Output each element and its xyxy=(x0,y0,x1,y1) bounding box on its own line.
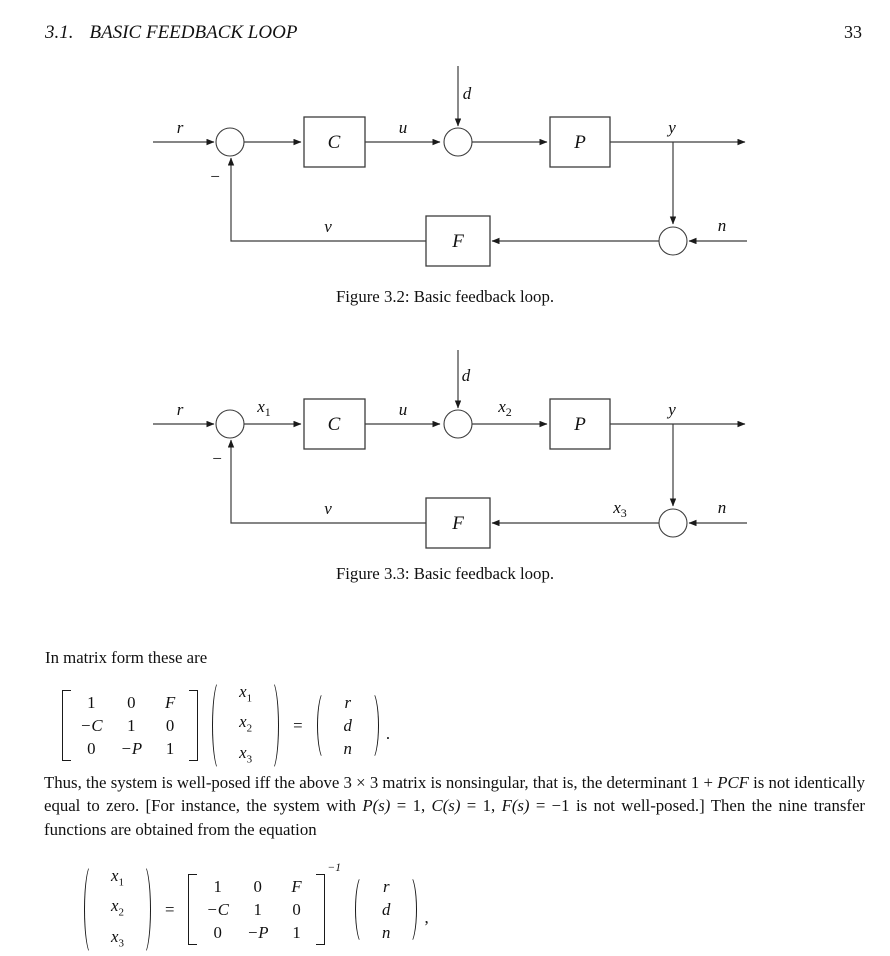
label-x3: $x_3$ xyxy=(613,498,627,520)
vector-entry: d xyxy=(343,716,352,736)
vector-entry: x xyxy=(239,712,247,732)
matrix-cell: 1 xyxy=(87,693,96,713)
label-y: y xyxy=(668,118,676,137)
matrix-cell: 0 xyxy=(165,716,175,736)
page-number: 33 xyxy=(844,22,862,42)
matrix-cell: F xyxy=(164,693,176,713)
vector-entry: r xyxy=(382,877,390,897)
state-vector: $x_1$ $x_2$ $x_3$ xyxy=(84,864,151,955)
matrix-cell: F xyxy=(291,877,302,897)
minus-sign: − xyxy=(209,167,221,186)
vector-entry: r xyxy=(344,693,351,713)
running-head xyxy=(45,22,297,44)
right-paren xyxy=(136,864,151,955)
matrix-cell: 1 xyxy=(253,900,262,920)
summing-junction-3 xyxy=(659,509,687,537)
input-vector xyxy=(317,691,379,760)
block-C-label: C xyxy=(327,132,341,153)
matrix-cells xyxy=(197,874,315,945)
minus-sign: − xyxy=(211,449,223,468)
label-d: d xyxy=(462,84,472,103)
left-paren xyxy=(317,691,332,760)
vector-entry: n xyxy=(343,739,352,759)
label-x2: $x_2$ xyxy=(498,397,512,419)
label-r: r xyxy=(176,118,184,137)
figure-3-2-caption: Figure 3.2: Basic feedback loop. xyxy=(335,287,555,306)
equals-sign: = xyxy=(293,715,303,735)
state-vector: $x_1$ $x_2$ $x_3$ xyxy=(212,680,279,771)
matrix-cell: 1 xyxy=(165,739,175,759)
matrix-cell: 0 xyxy=(127,693,136,713)
matrix-cell: −C xyxy=(206,900,229,920)
summing-junction-2 xyxy=(444,410,472,438)
matrix-cell: 0 xyxy=(87,739,96,759)
equals-sign: = xyxy=(164,899,175,919)
label-u: u xyxy=(398,400,408,419)
right-paren xyxy=(264,680,279,771)
figure-3-3-caption: Figure 3.3: Basic feedback loop. xyxy=(335,564,555,583)
label-y: y xyxy=(668,400,676,419)
comma: , xyxy=(424,907,429,927)
vector-entry: n xyxy=(382,923,391,943)
inverse-exponent: −1 xyxy=(327,862,342,874)
label-u: u xyxy=(398,118,408,137)
left-paren xyxy=(355,875,370,944)
matrix-cell: 0 xyxy=(292,900,301,920)
signal-lines xyxy=(153,350,747,523)
page-header xyxy=(45,22,862,44)
summing-junction-3 xyxy=(659,227,687,255)
equation-matrix-form xyxy=(62,680,390,771)
block-P-label: P xyxy=(574,132,586,153)
matrix-cell: −P xyxy=(120,739,143,759)
coefficient-matrix xyxy=(62,690,198,761)
label-v: v xyxy=(324,217,332,236)
block-C-label: C xyxy=(327,414,341,435)
vector-entry: x xyxy=(239,742,247,762)
section-number: 3.1. xyxy=(45,22,74,43)
summing-junction-1 xyxy=(216,128,244,156)
matrix-cell: 1 xyxy=(292,923,301,943)
text-run: = 1, xyxy=(460,796,502,816)
left-paren xyxy=(84,864,99,955)
vector-entry: x xyxy=(111,896,119,916)
label-n: n xyxy=(717,498,727,517)
matrix-cell: −P xyxy=(246,923,269,943)
coefficient-matrix xyxy=(188,874,324,945)
vector-entry: x xyxy=(111,926,119,946)
label-n: n xyxy=(717,216,727,235)
summing-junction-2 xyxy=(444,128,472,156)
text-run: = −1 is not well-posed.] Then the nine transfer functions are obtained from the equation xyxy=(44,796,865,839)
section-title: BASIC FEEDBACK LOOP xyxy=(89,22,298,43)
input-vector xyxy=(355,875,417,944)
matrix-cell: 1 xyxy=(127,716,136,736)
block-F-label: F xyxy=(452,231,464,252)
label-r: r xyxy=(176,400,184,419)
math-run: P(s) xyxy=(362,796,391,816)
left-paren xyxy=(212,680,227,771)
equation-transfer-functions xyxy=(84,864,429,955)
matrix-cells xyxy=(71,690,189,761)
label-x1: $x_1$ xyxy=(257,397,271,419)
matrix-cell: 0 xyxy=(213,923,222,943)
left-bracket xyxy=(62,690,71,761)
text-run: = 1, xyxy=(390,796,432,816)
matrix-cell: −C xyxy=(80,716,103,736)
right-bracket xyxy=(316,874,325,945)
text-run: Thus, the system is well-posed iff the above 3 × 3 matrix is nonsingular, that is, the determinant 1 + xyxy=(44,773,718,792)
intro-text: In matrix form these are xyxy=(45,648,208,667)
label-d: d xyxy=(461,366,471,385)
block-F-label: F xyxy=(452,513,464,534)
vector-entry: x xyxy=(111,866,119,885)
figure-3-3-diagram xyxy=(140,340,770,565)
vector-entry: d xyxy=(382,900,391,920)
figure-3-2-diagram xyxy=(140,55,770,290)
period: . xyxy=(385,723,391,743)
text-run: is not identically equal to zero. [For instance, the system with xyxy=(44,773,866,816)
summing-junction-1 xyxy=(216,410,244,438)
right-paren xyxy=(364,691,379,760)
matrix-cell: 1 xyxy=(213,877,222,897)
vector-entry: x xyxy=(239,682,247,701)
math-run: F(s) xyxy=(501,796,530,816)
math-run: PCF xyxy=(717,773,749,792)
label-v: v xyxy=(324,499,332,518)
matrix-cell: 0 xyxy=(253,877,262,897)
block-P-label: P xyxy=(574,414,586,435)
left-bracket xyxy=(188,874,197,945)
body-paragraph xyxy=(44,771,865,841)
math-run: C(s) xyxy=(431,796,461,816)
right-paren xyxy=(402,875,417,944)
right-bracket xyxy=(189,690,198,761)
